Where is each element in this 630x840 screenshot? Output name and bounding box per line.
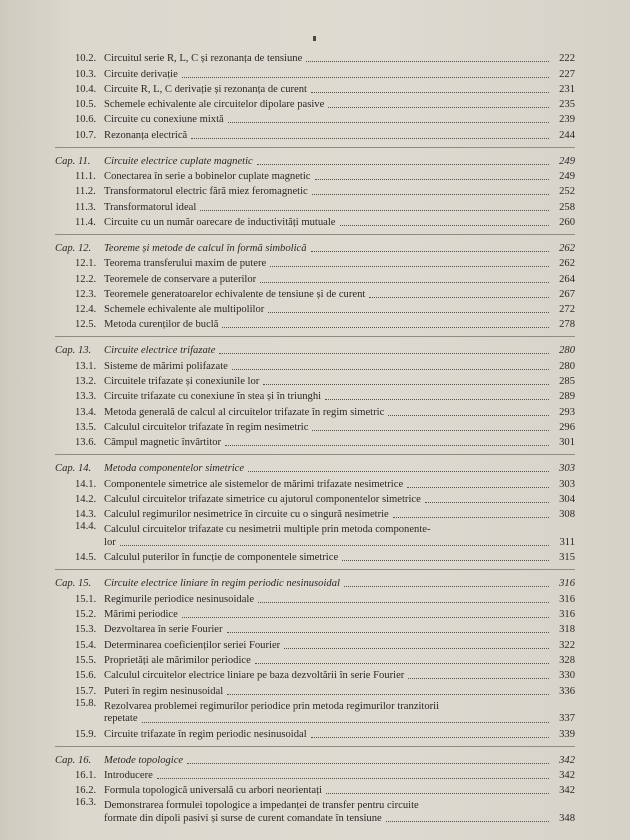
toc-entry [55, 475, 575, 490]
section-number: 10.4. [75, 83, 97, 95]
section-number: 11.3. [75, 201, 96, 213]
dot-leader [120, 545, 549, 546]
chapter-divider [55, 746, 575, 747]
section-title: Calculul circuitelor electrice liniare pe baza dezvoltării în serie Fourier [104, 670, 405, 682]
page-number: 336 [559, 685, 575, 697]
page-number: 318 [559, 624, 575, 636]
dot-leader [227, 632, 549, 633]
dot-leader [306, 61, 549, 62]
dot-leader [227, 694, 549, 695]
section-title: Transformatorul electric fără miez feromagnetic [104, 186, 308, 198]
dot-leader [225, 445, 549, 446]
section-title: Circuite trifazate în regim periodic nesinusoidal [104, 728, 307, 740]
page-number: 260 [559, 216, 575, 228]
page-number: 285 [559, 376, 575, 388]
section-number: 16.2. [75, 785, 97, 797]
dot-leader [263, 384, 549, 385]
dot-leader [142, 722, 549, 723]
page-number: 258 [559, 201, 575, 213]
dot-leader [257, 164, 549, 165]
dot-leader [311, 737, 549, 738]
chapter-divider [55, 336, 575, 337]
section-title: Teoremele generatoarelor echivalente de tensiune și de curent [104, 288, 366, 300]
dot-leader [311, 92, 549, 93]
section-title-line: formate din dipoli pasivi și surse de curent comandate în tensiune [104, 812, 382, 824]
section-title-line: Demonstrarea formulei topologice a impedanței de transfer pentru circuite [104, 800, 419, 812]
section-title: Regimurile periodice nesinusoidale [104, 593, 255, 605]
section-number: 15.6. [75, 670, 97, 682]
dot-leader [393, 517, 549, 518]
dot-leader [315, 179, 550, 180]
dot-leader [340, 225, 549, 226]
page-number: 303 [559, 478, 575, 490]
section-number: 14.3. [75, 509, 97, 521]
section-number: 14.4. [75, 521, 97, 533]
section-title-line-wrap [104, 713, 553, 726]
dot-leader [388, 415, 549, 416]
toc-entry [55, 797, 575, 825]
section-title-line-wrap [104, 537, 553, 550]
section-title: Câmpul magnetic învârtitor [104, 437, 222, 449]
page-number: 342 [559, 754, 575, 766]
dot-leader [408, 678, 549, 679]
section-number: 11.4. [75, 216, 96, 228]
page-number: 267 [559, 288, 575, 300]
dot-leader [200, 210, 549, 211]
section-title-line-wrap [104, 813, 553, 826]
toc-entry [55, 388, 575, 403]
chapter-title: Metoda componentelor simetrice [104, 463, 245, 475]
dot-leader [325, 399, 549, 400]
dot-leader [326, 793, 549, 794]
section-number: 11.2. [75, 186, 96, 198]
toc-entry [55, 286, 575, 301]
toc-entry [55, 373, 575, 388]
toc-entry [55, 419, 575, 434]
dot-leader [312, 194, 549, 195]
section-title: Metoda generală de calcul al circuitelor trifazate în regim simetric [104, 406, 385, 418]
section-title: Determinarea coeficienților seriei Fourier [104, 639, 281, 651]
toc-entry [55, 590, 575, 605]
toc-entry [55, 621, 575, 636]
page-number: 252 [559, 186, 575, 198]
toc-chapter [55, 573, 575, 590]
toc-chapter [55, 151, 575, 168]
section-number: 12.1. [75, 258, 97, 270]
page-number: 328 [559, 654, 575, 666]
dot-leader [369, 297, 549, 298]
chapter-title: Circuite electrice liniare în regim periodic nesinusoidal [104, 578, 340, 590]
toc-entry [55, 698, 575, 726]
section-number: 15.7. [75, 685, 97, 697]
dot-leader [182, 617, 549, 618]
section-number: 15.1. [75, 593, 97, 605]
toc-entry [55, 667, 575, 682]
section-title: Circuite R, L, C derivație și rezonanța de curent [104, 83, 307, 95]
section-number: 13.6. [75, 437, 97, 449]
section-title: Metoda curenților de buclă [104, 319, 219, 331]
chapter-divider [55, 147, 575, 148]
page-number: 316 [559, 593, 575, 605]
page-number: 342 [559, 785, 575, 797]
toc-entry [55, 549, 575, 564]
toc-entry [55, 81, 575, 96]
page-number: 342 [559, 770, 575, 782]
section-title: Calculul circuitelor trifazate în regim nesimetric [104, 421, 309, 433]
toc-entry [55, 767, 575, 782]
section-number: 15.8. [75, 697, 97, 709]
section-number: 15.2. [75, 609, 97, 621]
dot-leader [386, 821, 549, 822]
toc-entry [55, 183, 575, 198]
dot-leader [157, 778, 549, 779]
page-number: 264 [559, 273, 575, 285]
section-title: Teoremele de conservare a puterilor [104, 273, 257, 285]
chapter-number: Cap. 13. [55, 345, 92, 357]
dot-leader [187, 763, 549, 764]
section-number: 14.5. [75, 552, 97, 564]
page-number: 231 [559, 83, 575, 95]
section-number: 10.5. [75, 99, 97, 111]
page-number: 322 [559, 639, 575, 651]
toc-entry [55, 606, 575, 621]
dot-leader [232, 369, 549, 370]
toc-entry [55, 126, 575, 141]
toc-entry [55, 521, 575, 549]
section-number: 12.2. [75, 273, 97, 285]
toc-entry [55, 50, 575, 65]
page-number: 348 [559, 812, 575, 824]
section-title: Formula topologică universală cu arbori neorientați [104, 785, 322, 797]
section-number: 15.9. [75, 728, 97, 740]
toc-entry [55, 403, 575, 418]
section-number: 13.4. [75, 406, 97, 418]
toc-entry [55, 357, 575, 372]
toc-entry [55, 111, 575, 126]
dot-leader [328, 107, 549, 108]
page-number: 278 [559, 319, 575, 331]
table-of-contents [55, 50, 575, 825]
page-number: 315 [559, 552, 575, 564]
page-number: 303 [559, 463, 575, 475]
page-number: 262 [559, 242, 575, 254]
section-number: 16.1. [75, 770, 97, 782]
dot-leader [191, 138, 549, 139]
section-title: Puteri în regim nesinusoidal [104, 685, 224, 697]
toc-entry [55, 270, 575, 285]
dot-leader [344, 586, 549, 587]
section-title: Circuitele trifazate și conexiunile lor [104, 376, 260, 388]
page-mark [313, 36, 316, 41]
section-title: Circuitul serie R, L, C și rezonanța de tensiune [104, 53, 303, 65]
toc-chapter [55, 238, 575, 255]
section-number: 10.2. [75, 53, 97, 65]
section-title: Dezvoltarea în serie Fourier [104, 624, 223, 636]
section-number: 13.3. [75, 391, 97, 403]
section-title: Circuite trifazate cu conexiune în stea și în triunghi [104, 391, 322, 403]
page-number: 272 [559, 304, 575, 316]
section-title: Circuite cu conexiune mixtă [104, 114, 224, 126]
dot-leader [260, 282, 549, 283]
dot-leader [270, 266, 549, 267]
toc-entry [55, 726, 575, 741]
dot-leader [312, 430, 549, 431]
page-number: 244 [559, 129, 575, 141]
section-title-block [104, 524, 553, 549]
toc-chapter [55, 340, 575, 357]
page-number: 249 [559, 171, 575, 183]
dot-leader [228, 122, 549, 123]
section-title-line: Calculul circuitelor trifazate cu nesimetrii multiple prin metoda componente- [104, 524, 431, 536]
section-title: Schemele echivalente ale multipolilor [104, 304, 265, 316]
section-number: 12.3. [75, 288, 97, 300]
dot-leader [284, 648, 549, 649]
dot-leader [268, 312, 549, 313]
toc-entry [55, 198, 575, 213]
toc-entry [55, 316, 575, 331]
toc-entry [55, 434, 575, 449]
chapter-number: Cap. 12. [55, 242, 92, 254]
page-number: 249 [559, 155, 575, 167]
page-number: 308 [559, 509, 575, 521]
page-number: 239 [559, 114, 575, 126]
section-title: Calculul circuitelor trifazate simetrice cu ajutorul componentelor simetrice [104, 493, 421, 505]
dot-leader [342, 560, 549, 561]
section-number: 10.6. [75, 114, 97, 126]
dot-leader [258, 602, 549, 603]
section-number: 12.4. [75, 304, 97, 316]
page-number: 330 [559, 670, 575, 682]
dot-leader [248, 471, 549, 472]
chapter-title: Metode topologice [104, 754, 184, 766]
toc-chapter [55, 458, 575, 475]
page-number: 311 [559, 536, 575, 548]
section-title: Teorema transferului maxim de putere [104, 258, 267, 270]
section-number: 15.4. [75, 639, 97, 651]
section-title: Calculul regimurilor nesimetrice în circuite cu o singură nesimetrie [104, 509, 389, 521]
page-number: 316 [559, 609, 575, 621]
dot-leader [425, 502, 549, 503]
toc-entry [55, 782, 575, 797]
dot-leader [222, 327, 549, 328]
toc-entry [55, 301, 575, 316]
chapter-title: Circuite electrice trifazate [104, 345, 216, 357]
chapter-divider [55, 234, 575, 235]
page-number: 296 [559, 421, 575, 433]
page-number: 280 [559, 345, 575, 357]
section-title: Schemele echivalente ale circuitelor dipolare pasive [104, 99, 325, 111]
section-number: 14.1. [75, 478, 97, 490]
section-number: 10.7. [75, 129, 97, 141]
section-number: 10.3. [75, 68, 97, 80]
dot-leader [182, 77, 549, 78]
page-number: 235 [559, 99, 575, 111]
page-number: 304 [559, 493, 575, 505]
section-title: Componentele simetrice ale sistemelor de mărimi trifazate nesimetrice [104, 478, 404, 490]
section-title-line: repetate [104, 713, 138, 724]
section-title: Rezonanța electrică [104, 129, 188, 141]
section-number: 11.1. [75, 171, 96, 183]
page-number: 301 [559, 437, 575, 449]
chapter-title: Circuite electrice cuplate magnetic [104, 155, 253, 167]
toc-entry [55, 214, 575, 229]
section-title: Circuite derivație [104, 68, 178, 80]
toc-entry [55, 652, 575, 667]
toc-chapter [55, 750, 575, 767]
section-title: Transformatorul ideal [104, 201, 197, 213]
page-number: 337 [559, 713, 575, 724]
toc-entry [55, 491, 575, 506]
section-number: 15.5. [75, 654, 97, 666]
section-number: 12.5. [75, 319, 97, 331]
page-number: 280 [559, 360, 575, 372]
page-number: 339 [559, 728, 575, 740]
section-title: Mărimi periodice [104, 609, 178, 621]
chapter-number: Cap. 14. [55, 463, 92, 475]
toc-entry [55, 636, 575, 651]
section-title-block [104, 701, 553, 726]
section-title-line: lor [104, 536, 116, 548]
chapter-number: Cap. 11. [55, 155, 91, 167]
chapter-number: Cap. 16. [55, 754, 92, 766]
toc-entry [55, 168, 575, 183]
chapter-divider [55, 454, 575, 455]
section-title: Introducere [104, 770, 153, 782]
section-title: Calculul puterilor în funcție de componentele simetrice [104, 552, 339, 564]
toc-entry [55, 255, 575, 270]
toc-entry [55, 96, 575, 111]
dot-leader [219, 353, 549, 354]
toc-entry [55, 65, 575, 80]
section-title: Proprietăți ale mărimilor periodice [104, 654, 251, 666]
chapter-title: Teoreme și metode de calcul în formă simbolică [104, 242, 307, 254]
section-title-block [104, 800, 553, 825]
page-number: 262 [559, 258, 575, 270]
page-number: 316 [559, 578, 575, 590]
section-title: Conectarea în serie a bobinelor cuplate magnetic [104, 171, 311, 183]
section-number: 13.2. [75, 376, 97, 388]
toc-entry [55, 506, 575, 521]
section-title-line: Rezolvarea problemei regimurilor periodice prin metoda regimurilor tranzitorii [104, 700, 440, 712]
dot-leader [407, 487, 549, 488]
section-number: 16.3. [75, 797, 97, 809]
page-number: 222 [559, 53, 575, 65]
section-title: Sisteme de mărimi polifazate [104, 360, 228, 372]
chapter-divider [55, 569, 575, 570]
page-number: 227 [559, 68, 575, 80]
section-number: 15.3. [75, 624, 97, 636]
dot-leader [311, 251, 549, 252]
page-number: 289 [559, 391, 575, 403]
section-number: 13.5. [75, 421, 97, 433]
toc-entry [55, 682, 575, 697]
page-number: 293 [559, 406, 575, 418]
section-number: 13.1. [75, 360, 97, 372]
section-number: 14.2. [75, 493, 97, 505]
section-title: Circuite cu un număr oarecare de inductivități mutuale [104, 216, 336, 228]
dot-leader [255, 663, 549, 664]
chapter-number: Cap. 15. [55, 578, 92, 590]
